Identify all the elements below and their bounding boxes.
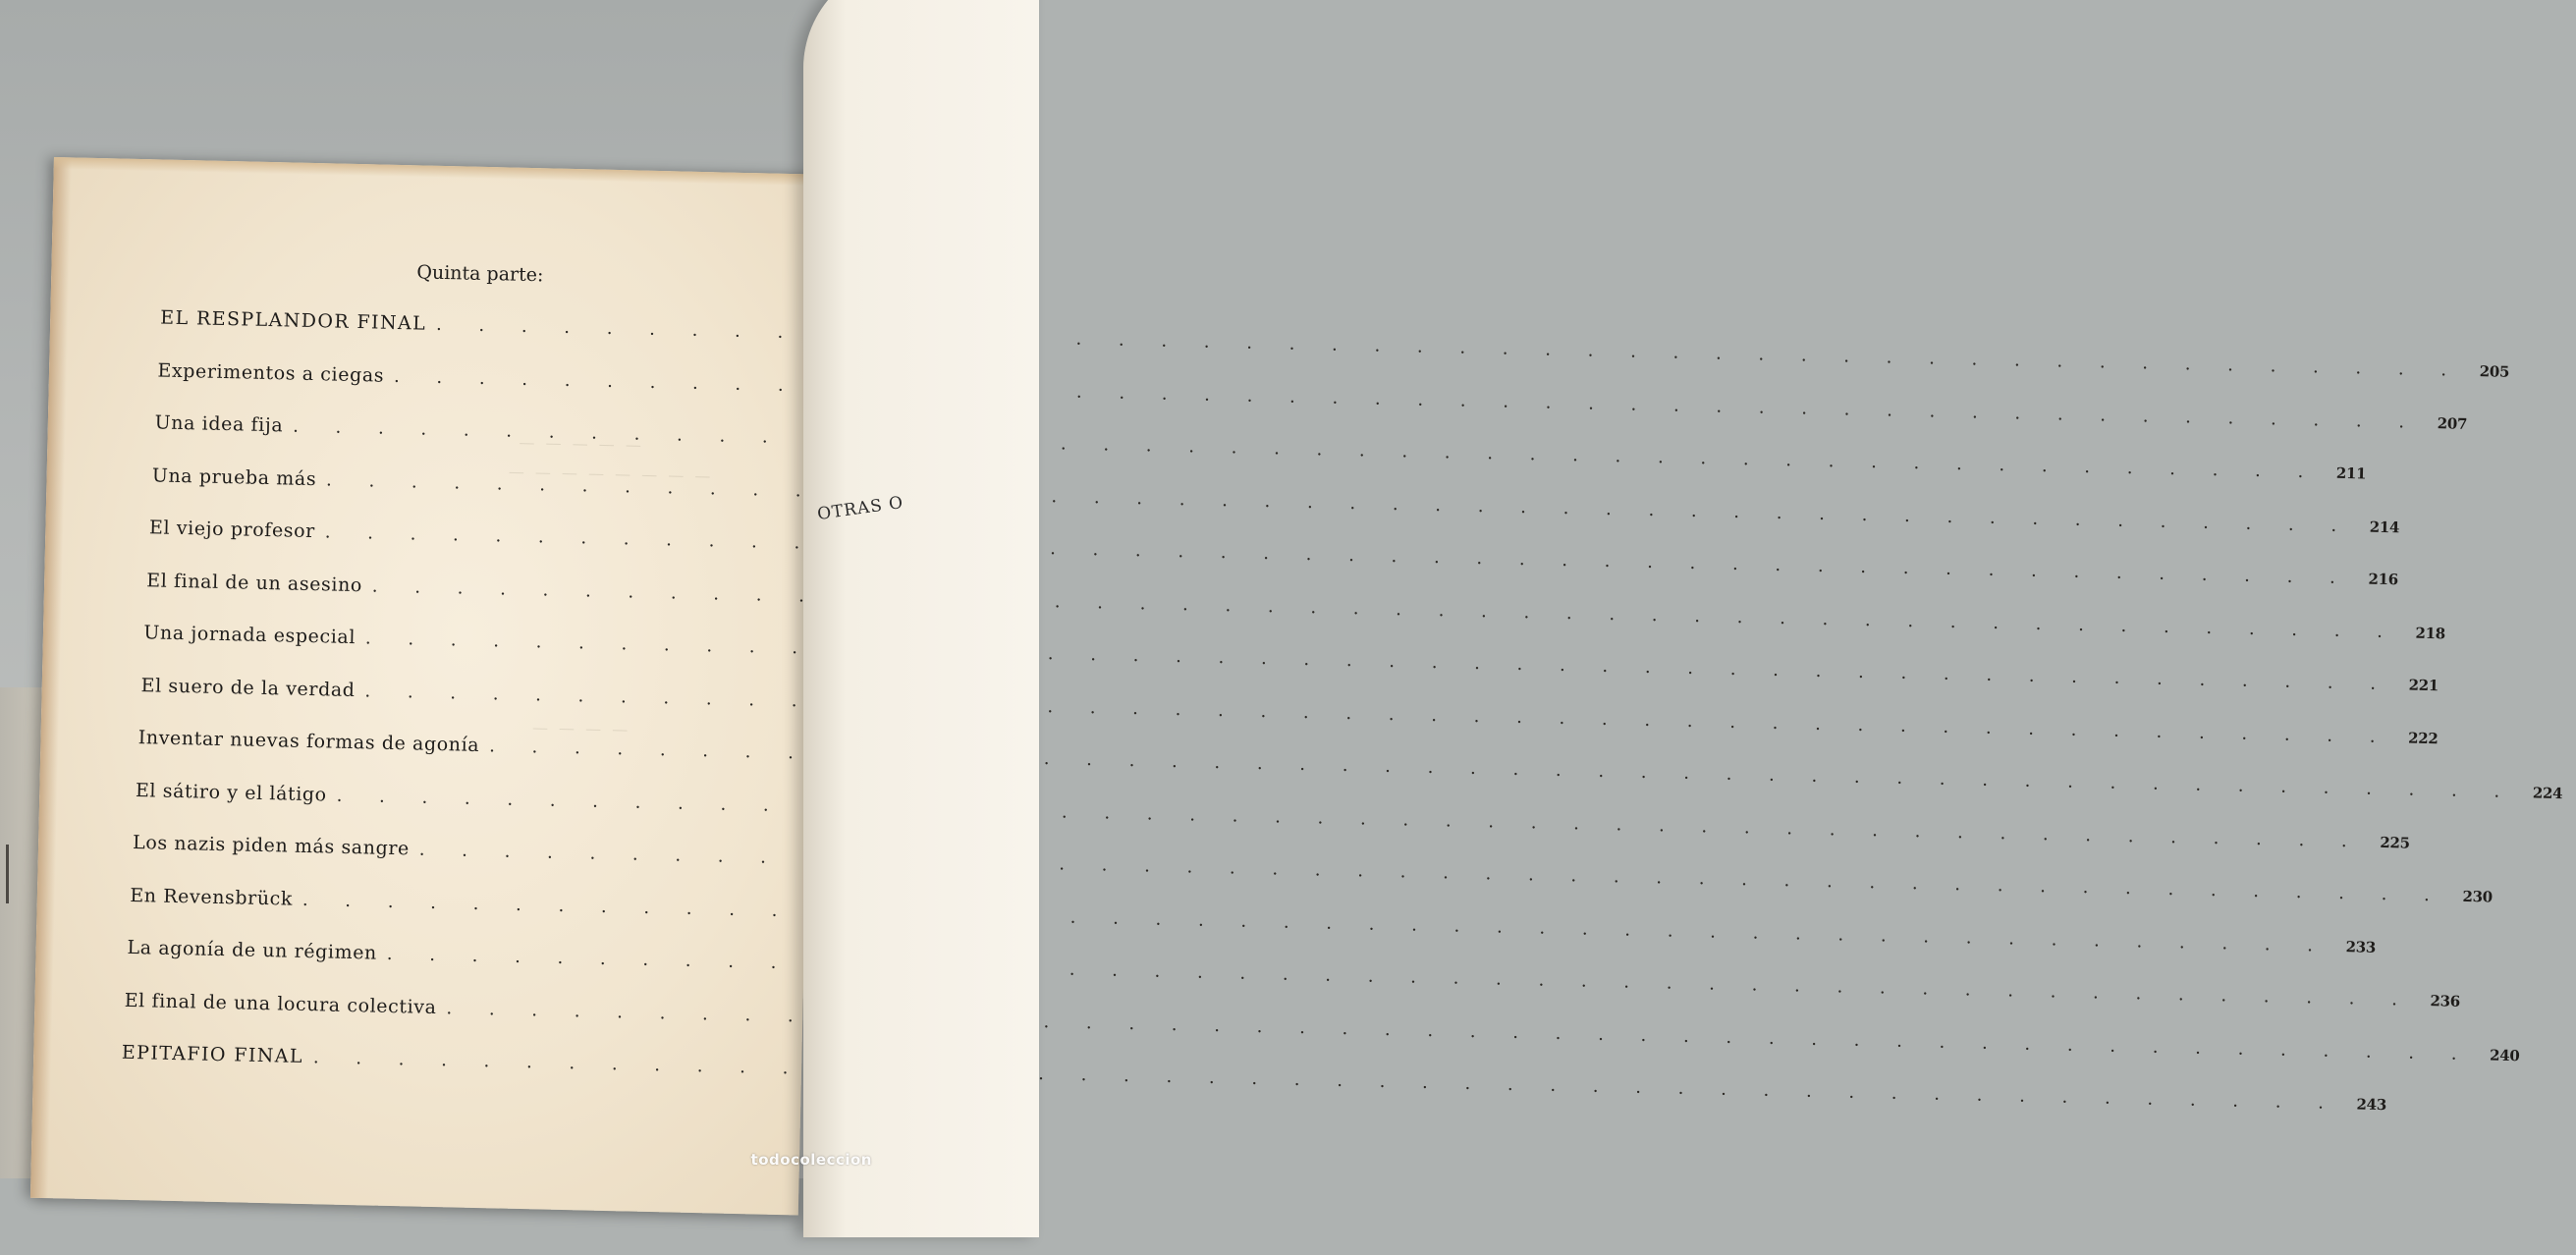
toc-entry-page-number: 225 bbox=[2380, 833, 2410, 852]
toc-entry-page-number: 230 bbox=[2462, 887, 2494, 906]
toc-leader-dots bbox=[326, 469, 2353, 536]
toc-entry-title: Inventar nuevas formas de agonía bbox=[137, 727, 480, 756]
toc-leader-dots bbox=[436, 314, 2463, 381]
toc-entry bbox=[121, 1041, 2387, 1115]
toc-entry-title: Una jornada especial bbox=[143, 622, 356, 649]
watermark: todocoleccion bbox=[750, 1151, 872, 1169]
toc-leader-dots bbox=[365, 628, 2392, 694]
toc-leader-dots bbox=[364, 681, 2391, 747]
toc-leader-dots bbox=[293, 416, 2320, 483]
toc-entry-title: EL RESPLANDOR FINAL bbox=[160, 306, 427, 335]
toc-leader-dots bbox=[489, 736, 2516, 802]
toc-leader-dots bbox=[372, 575, 2399, 642]
toc-entry-page-number: 236 bbox=[2430, 992, 2461, 1010]
toc-entry-title: Una prueba más bbox=[151, 464, 317, 490]
toc-entry-title: El suero de la verdad bbox=[140, 674, 356, 701]
bleed-through-text: — — — — — — — — bbox=[508, 462, 714, 486]
binding-mark bbox=[6, 845, 9, 903]
toc-entry-page-number: 240 bbox=[2489, 1046, 2520, 1064]
toc-entry-title: Experimentos a ciegas bbox=[157, 358, 385, 387]
toc-entry-title: La agonía de un régimen bbox=[127, 936, 378, 964]
bleed-through-text: — — — — — bbox=[519, 432, 645, 455]
toc-leader-dots bbox=[336, 785, 2363, 851]
toc-entry-page-number: 222 bbox=[2407, 729, 2439, 747]
toc-entry-page-number: 233 bbox=[2345, 937, 2377, 956]
toc-entry-title: EPITAFIO FINAL bbox=[121, 1041, 304, 1067]
toc-leader-dots bbox=[313, 1047, 2340, 1114]
toc-leader-dots bbox=[394, 365, 2421, 432]
toc-leader-dots bbox=[302, 889, 2329, 955]
part-heading: Quinta parte: bbox=[416, 261, 544, 287]
toc-entry-page-number: 218 bbox=[2415, 624, 2446, 642]
toc-entry-title: El viejo profesor bbox=[148, 517, 316, 543]
toc-entry-page-number: 211 bbox=[2335, 464, 2367, 483]
toc-entry-page-number: 221 bbox=[2408, 676, 2439, 695]
toc-entry-title: El final de un asesino bbox=[146, 569, 363, 596]
toc-entry-title: El sátiro y el látigo bbox=[135, 779, 327, 805]
facing-page bbox=[803, 0, 1039, 1237]
toc-leader-dots bbox=[419, 840, 2446, 906]
toc-entry-page-number: 224 bbox=[2532, 784, 2563, 803]
toc-entry-page-number: 207 bbox=[2437, 413, 2468, 433]
toc-entry-page-number: 216 bbox=[2368, 570, 2399, 589]
toc-entry-page-number: 214 bbox=[2369, 518, 2400, 536]
bleed-through-text: — — — — bbox=[531, 718, 631, 739]
facing-page-text: OTRAS O bbox=[816, 492, 905, 525]
toc-leader-dots bbox=[446, 998, 2473, 1064]
toc-leader-dots bbox=[325, 521, 2352, 588]
toc-leader-dots bbox=[387, 944, 2414, 1010]
toc-entry-title: Una idea fija bbox=[154, 411, 284, 437]
toc-entry-page-number: 243 bbox=[2356, 1095, 2387, 1115]
toc-entry-page-number: 205 bbox=[2479, 362, 2510, 381]
toc-entry-title: Los nazis piden más sangre bbox=[132, 832, 411, 860]
toc-entry-title: En Revensbrück bbox=[130, 884, 294, 910]
toc-entry-title: El final de una locura colectiva bbox=[124, 989, 437, 1018]
